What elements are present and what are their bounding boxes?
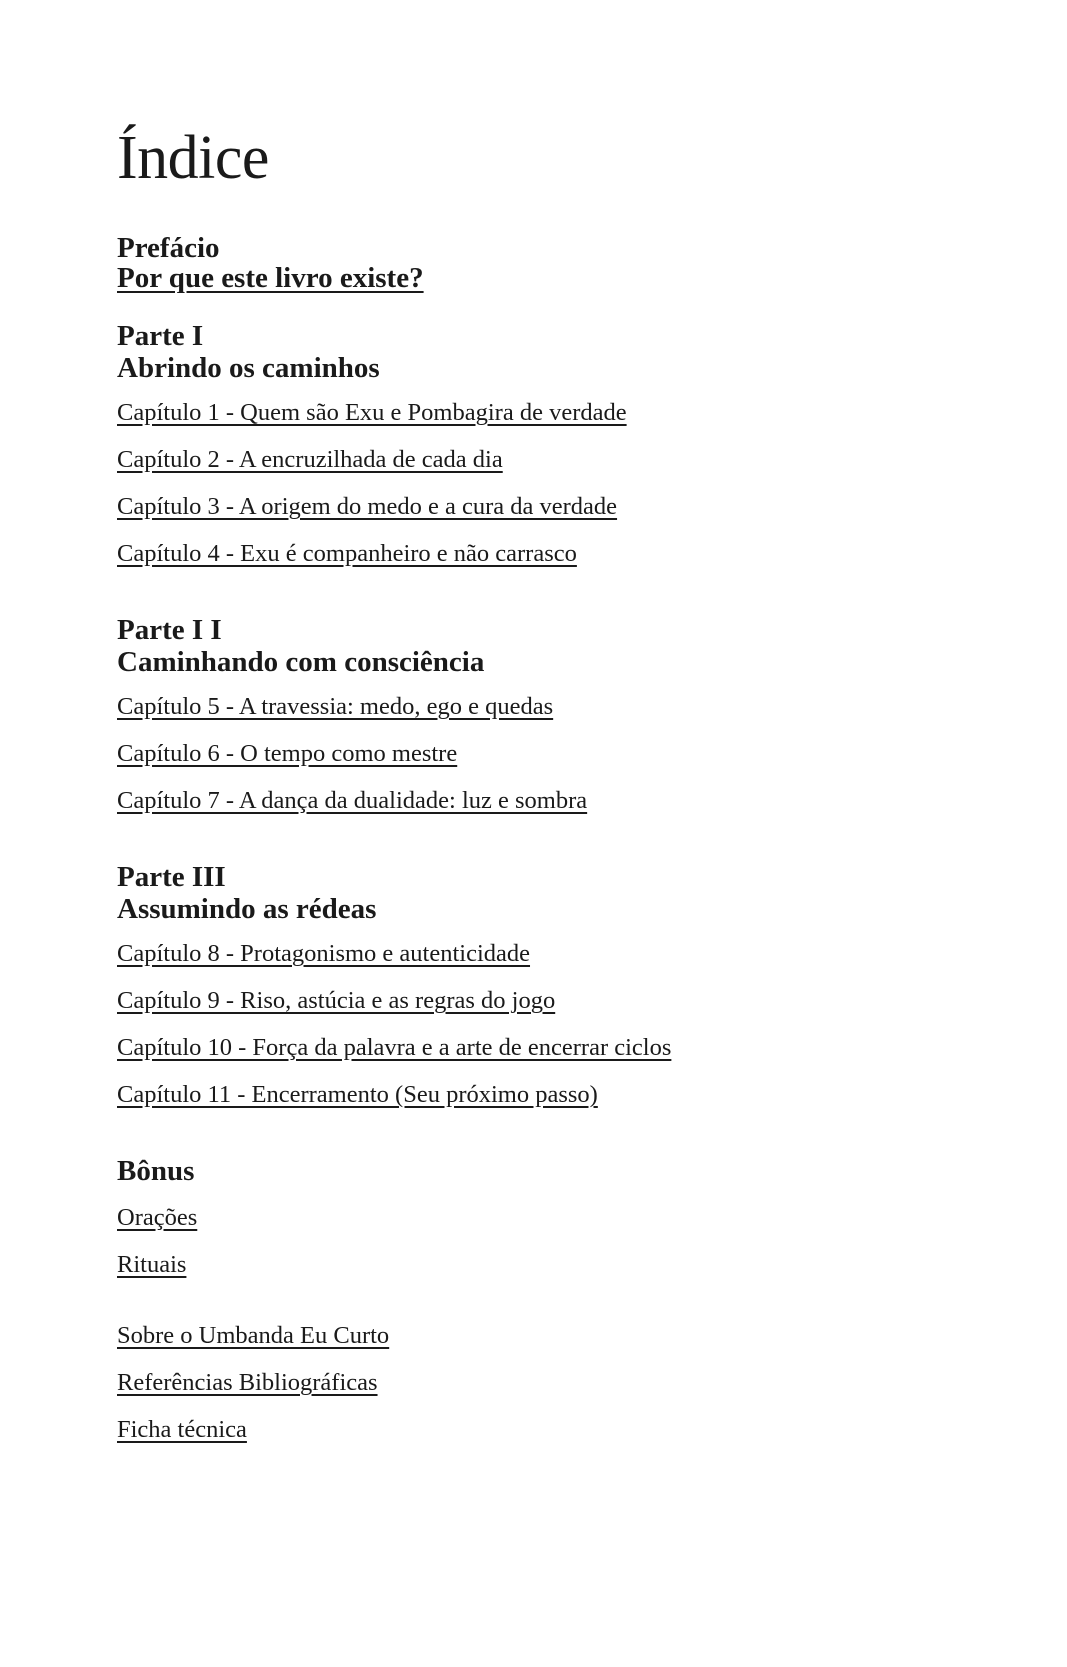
references-link[interactable]: Referências Bibliográficas xyxy=(117,1369,378,1396)
chapter-5-link[interactable]: Capítulo 5 - A travessia: medo, ego e quedas xyxy=(117,693,554,720)
chapter-8-link[interactable]: Capítulo 8 - Protagonismo e autenticidade xyxy=(117,940,531,967)
bonus-prayers-link[interactable]: Orações xyxy=(117,1204,198,1231)
part-2-label: Parte I I xyxy=(117,614,222,646)
about-link[interactable]: Sobre o Umbanda Eu Curto xyxy=(117,1322,390,1349)
part-3-label: Parte III xyxy=(117,861,226,893)
part-2-heading xyxy=(117,614,484,678)
chapter-6-link[interactable]: Capítulo 6 - O tempo como mestre xyxy=(117,740,458,767)
chapter-7-link[interactable]: Capítulo 7 - A dança da dualidade: luz e sombra xyxy=(117,787,588,814)
chapter-11-link[interactable]: Capítulo 11 - Encerramento (Seu próximo passo) xyxy=(117,1081,598,1108)
credits-link[interactable]: Ficha técnica xyxy=(117,1416,247,1443)
chapter-9-link[interactable]: Capítulo 9 - Riso, astúcia e as regras do jogo xyxy=(117,987,556,1014)
part-2-subtitle: Caminhando com consciência xyxy=(117,646,485,678)
part-3-heading xyxy=(117,861,376,925)
part-1-heading xyxy=(117,320,380,384)
chapter-4-link[interactable]: Capítulo 4 - Exu é companheiro e não carrasco xyxy=(117,540,577,567)
preface-heading: Prefácio xyxy=(117,232,220,264)
part-1-label: Parte I xyxy=(117,320,204,352)
chapter-10-link[interactable]: Capítulo 10 - Força da palavra e a arte de encerrar ciclos xyxy=(117,1034,672,1061)
chapter-2-link[interactable]: Capítulo 2 - A encruzilhada de cada dia xyxy=(117,446,503,473)
bonus-heading: Bônus xyxy=(117,1155,195,1187)
bonus-rituals-link[interactable]: Rituais xyxy=(117,1251,187,1278)
chapter-3-link[interactable]: Capítulo 3 - A origem do medo e a cura da verdade xyxy=(117,493,618,520)
preface-link[interactable]: Por que este livro existe? xyxy=(117,262,424,294)
chapter-1-link[interactable]: Capítulo 1 - Quem são Exu e Pombagira de verdade xyxy=(117,399,627,426)
part-3-subtitle: Assumindo as rédeas xyxy=(117,893,377,925)
part-1-subtitle: Abrindo os caminhos xyxy=(117,352,380,384)
page-title: Índice xyxy=(117,124,269,192)
